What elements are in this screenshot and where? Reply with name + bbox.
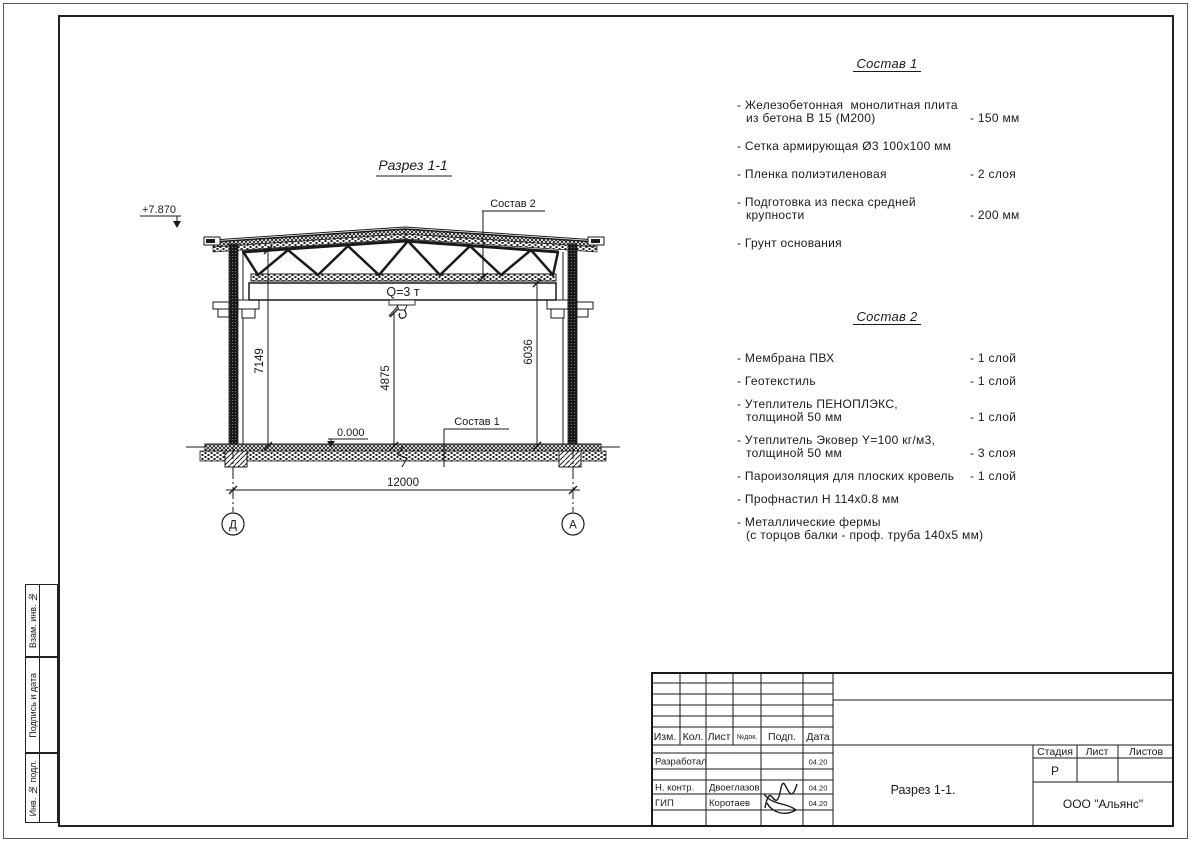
row-date: 04.20 [808, 799, 828, 808]
side-box-vzam [25, 584, 58, 657]
company-name: ООО "Альянс" [1062, 797, 1144, 811]
list-item: - Сетка армирующая Ø3 100х100 мм [737, 139, 952, 153]
list-item: - Профнастил Н 114х0.8 мм [737, 492, 900, 506]
col-data: Дата [806, 731, 830, 743]
svg-text:12000: 12000 [387, 477, 419, 489]
list-item: - Подготовка из песка средней крупности - 200 мм [737, 195, 1020, 222]
doc-name: Разрез 1-1. [890, 783, 956, 797]
side-empty-cell [40, 754, 57, 822]
sostav2-title: Состав 2 [737, 310, 1037, 325]
row-name: Коротаев [709, 798, 751, 809]
svg-text:7149: 7149 [254, 348, 266, 374]
list-item: - Утеплитель Эковер Y=100 кг/м3, толщиной 50 мм - 3 слоя [737, 433, 1017, 460]
col-ndok: №док. [736, 734, 758, 741]
row-name: Двоеглазов [709, 782, 760, 794]
row-role: Разработал [655, 756, 707, 768]
elevation-top [140, 204, 181, 228]
side-label: Инв. № подл. [27, 759, 38, 817]
col-list: Лист [707, 731, 731, 743]
sostav2-list [737, 310, 1037, 552]
list-item: - Металлические фермы (с торцов балки - проф. труба 140х5 мм) [737, 515, 984, 542]
svg-text:Состав 2: Состав 2 [490, 198, 536, 210]
side-box-inv [25, 753, 58, 823]
wall-left [229, 244, 238, 452]
list-item: - Пленка полиэтиленовая - 2 слоя [737, 167, 1017, 181]
foundation-right [559, 451, 581, 467]
stage-value: Р [1050, 764, 1060, 778]
side-box-podpis [25, 657, 58, 753]
crane-beam [249, 283, 556, 318]
list-item: - Железобетонная монолитная плита из бетона В 15 (М200) - 150 мм [737, 98, 1020, 125]
sostav1-list [737, 57, 1037, 265]
side-empty-cell [40, 585, 57, 656]
floor [186, 444, 620, 467]
section-drawing [58, 150, 708, 570]
wall-right [568, 244, 577, 452]
sheets-label: Листов [1128, 746, 1164, 758]
list-item: - Геотекстиль - 1 слой [737, 374, 1017, 388]
svg-text:4875: 4875 [380, 365, 392, 391]
row-role: Н. контр. [655, 782, 695, 794]
row-date: 04.20 [808, 757, 828, 767]
side-label: Подпись и дата [27, 672, 38, 738]
crane-capacity-label: Q=3 т [386, 285, 420, 299]
foundation-left [225, 451, 247, 467]
sheet-label: Лист [1085, 746, 1109, 758]
svg-text:Разрез 1-1: Разрез 1-1 [378, 157, 448, 173]
side-empty-cell [40, 658, 57, 752]
list-item: - Мембрана ПВХ - 1 слой [737, 351, 1017, 365]
roof-endcap-right [588, 237, 604, 245]
roof-endcap-left [204, 237, 220, 245]
side-label: Взам. инв. № [27, 592, 38, 649]
dim-6036 [523, 279, 541, 450]
roof [204, 227, 604, 252]
sostav1-title: Состав 1 [737, 57, 1037, 72]
col-izm: Изм. [653, 731, 677, 743]
svg-text:0.000: 0.000 [337, 427, 365, 439]
title-block [651, 672, 1174, 827]
svg-text:Состав 1: Состав 1 [454, 416, 500, 428]
stage-label: Стадия [1037, 746, 1073, 758]
dim-4875 [380, 309, 398, 450]
axis-letter-right: А [569, 519, 577, 532]
row-date: 04.20 [808, 783, 828, 793]
side-label-cell [26, 658, 40, 752]
list-item: - Пароизоляция для плоских кровель - 1 слой [737, 469, 1017, 483]
side-label-cell [26, 585, 40, 656]
svg-text:+7.870: +7.870 [142, 204, 176, 216]
list-item: - Грунт основания [737, 236, 842, 250]
list-item: - Утеплитель ПЕНОПЛЭКС, толщиной 50 мм - 1 слой [737, 397, 1017, 424]
side-label-cell [26, 754, 40, 822]
row-role: ГИП [655, 798, 674, 809]
axis-bubbles [222, 513, 584, 535]
svg-text:6036: 6036 [523, 339, 535, 365]
section-title [376, 157, 452, 176]
axis-letter-left: Д [229, 519, 237, 532]
crane-hook [389, 300, 415, 318]
col-podp: Подп. [768, 731, 796, 743]
col-kol: Кол. [682, 731, 704, 743]
